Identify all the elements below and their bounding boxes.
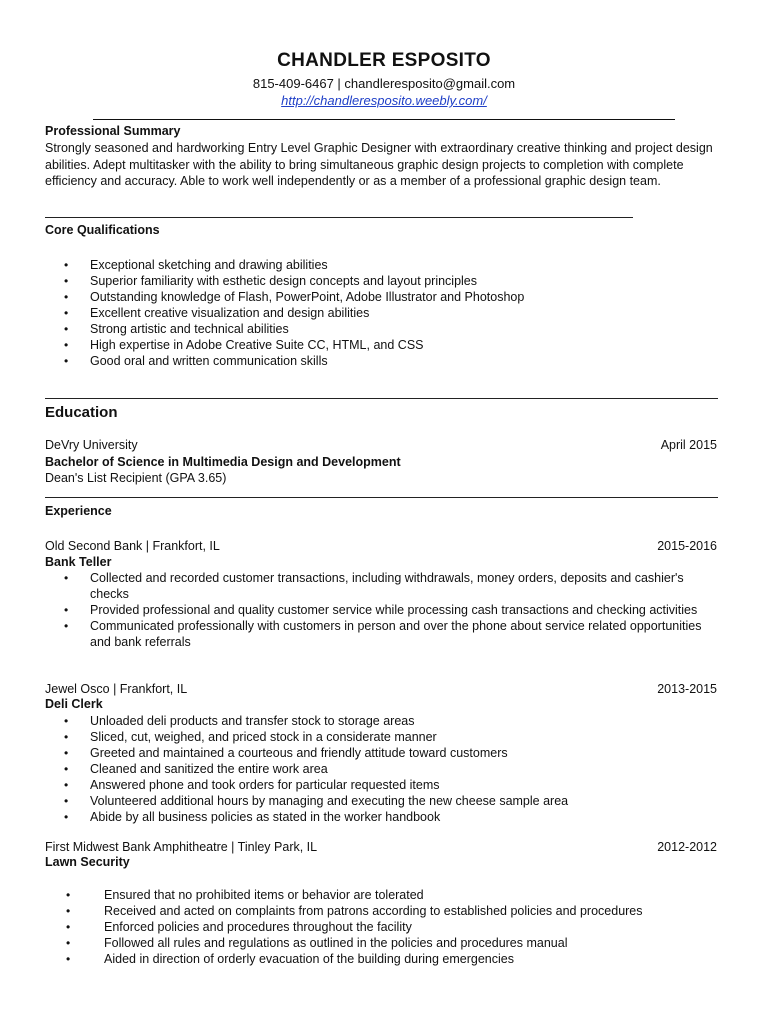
job-employer: Jewel Osco | Frankfort, IL [45, 682, 188, 696]
bullet-icon: • [66, 952, 71, 966]
list-item: • Ensured that no prohibited items or behavior are tolerated [66, 888, 424, 902]
website-line [0, 93, 768, 108]
summary-text: Strongly seasoned and hardworking Entry Level Graphic Designer with extraordinary creative thinking and project design abilities. Adept multitasker with the ability to bring simultaneous graphic design projects to completion with complete efficiency and accuracy. Able to work well independently or as a member of a professional graphic design team. [45, 141, 713, 188]
list-item: • Aided in direction of orderly evacuation of the building during emergencies [66, 952, 514, 966]
bullet-icon: • [64, 290, 69, 304]
list-item: • Volunteered additional hours by managing and executing the new cheese sample area [64, 794, 569, 808]
bullet-icon: • [64, 354, 69, 368]
bullet-icon: • [64, 762, 69, 776]
bullet-icon: • [64, 619, 69, 633]
list-item: • Answered phone and took orders for particular requested items [64, 778, 440, 792]
summary-divider [45, 217, 633, 218]
list-item: • Collected and recorded customer transactions, including withdrawals, money orders, deposits and cashier's checks [64, 571, 684, 601]
bullet-icon: • [64, 603, 69, 617]
list-item: • Excellent creative visualization and design abilities [64, 306, 370, 320]
honor-text: Dean's List Recipient (GPA 3.65) [45, 471, 227, 485]
list-item: • Strong artistic and technical abilities [64, 322, 289, 336]
education-heading: Education [45, 404, 118, 421]
job-duties [66, 887, 643, 967]
degree-name: Bachelor of Science in Multimedia Design and Development [45, 455, 401, 469]
bullet-icon: • [64, 794, 69, 808]
experience-heading: Experience [45, 504, 112, 518]
bullet-icon: • [64, 746, 69, 760]
candidate-name: CHANDLER ESPOSITO [277, 50, 491, 71]
list-item: • Sliced, cut, weighed, and priced stock in a considerate manner [64, 730, 437, 744]
list-item: • Exceptional sketching and drawing abilities [64, 258, 328, 272]
job-date: 2013-2015 [657, 682, 717, 696]
school-name: DeVry University [45, 438, 138, 452]
bullet-icon: • [64, 306, 69, 320]
job-duties [64, 713, 569, 825]
list-item: • Good oral and written communication skills [64, 354, 328, 368]
bullet-icon: • [64, 258, 69, 272]
bullet-icon: • [66, 888, 71, 902]
education-date: April 2015 [660, 438, 717, 452]
bullet-icon: • [64, 338, 69, 352]
qualifications-divider [45, 398, 718, 399]
bullet-icon: • [66, 936, 71, 950]
contact-line: 815-409-6467 | chandleresposito@gmail.com [252, 76, 516, 91]
bullet-icon: • [64, 274, 69, 288]
education-divider [45, 497, 718, 498]
job-role: Deli Clerk [45, 697, 103, 711]
list-item: • Abide by all business policies as stated in the worker handbook [64, 810, 441, 824]
list-item: • Outstanding knowledge of Flash, PowerPoint, Adobe Illustrator and Photoshop [64, 290, 525, 304]
list-item: • Greeted and maintained a courteous and friendly attitude toward customers [64, 746, 508, 760]
list-item: • Cleaned and sanitized the entire work area [64, 762, 328, 776]
job-role: Lawn Security [45, 855, 130, 869]
list-item: • Superior familiarity with esthetic design concepts and layout principles [64, 274, 477, 288]
bullet-icon: • [64, 322, 69, 336]
website-link[interactable]: http://chandleresposito.weebly.com/ [281, 93, 487, 108]
job-employer: Old Second Bank | Frankfort, IL [45, 539, 220, 553]
list-item: • Received and acted on complaints from patrons according to established policies and procedures [66, 904, 643, 918]
list-item: • Unloaded deli products and transfer stock to storage areas [64, 714, 415, 728]
bullet-icon: • [66, 920, 71, 934]
job-date: 2012-2012 [657, 840, 717, 854]
qualifications-heading: Core Qualifications [45, 223, 160, 237]
job-employer: First Midwest Bank Amphitheatre | Tinley Park, IL [45, 840, 318, 854]
list-item: • Followed all rules and regulations as outlined in the policies and procedures manual [66, 936, 568, 950]
list-item: • High expertise in Adobe Creative Suite CC, HTML, and CSS [64, 338, 424, 352]
job-role: Bank Teller [45, 555, 112, 569]
summary-heading: Professional Summary [45, 124, 181, 138]
list-item: • Provided professional and quality customer service while processing cash transactions and checking activities [64, 603, 698, 617]
bullet-icon: • [66, 904, 71, 918]
bullet-icon: • [64, 571, 69, 585]
bullet-icon: • [64, 714, 69, 728]
job-duties [64, 570, 710, 650]
bullet-icon: • [64, 778, 69, 792]
job-date: 2015-2016 [657, 539, 717, 553]
list-item: • Enforced policies and procedures throughout the facility [66, 920, 412, 934]
list-item: • Communicated professionally with customers in person and over the phone about service related opportunities and bank referrals [64, 619, 702, 649]
qualifications-list [64, 257, 525, 369]
header-divider [93, 119, 675, 120]
bullet-icon: • [64, 730, 69, 744]
bullet-icon: • [64, 810, 69, 824]
